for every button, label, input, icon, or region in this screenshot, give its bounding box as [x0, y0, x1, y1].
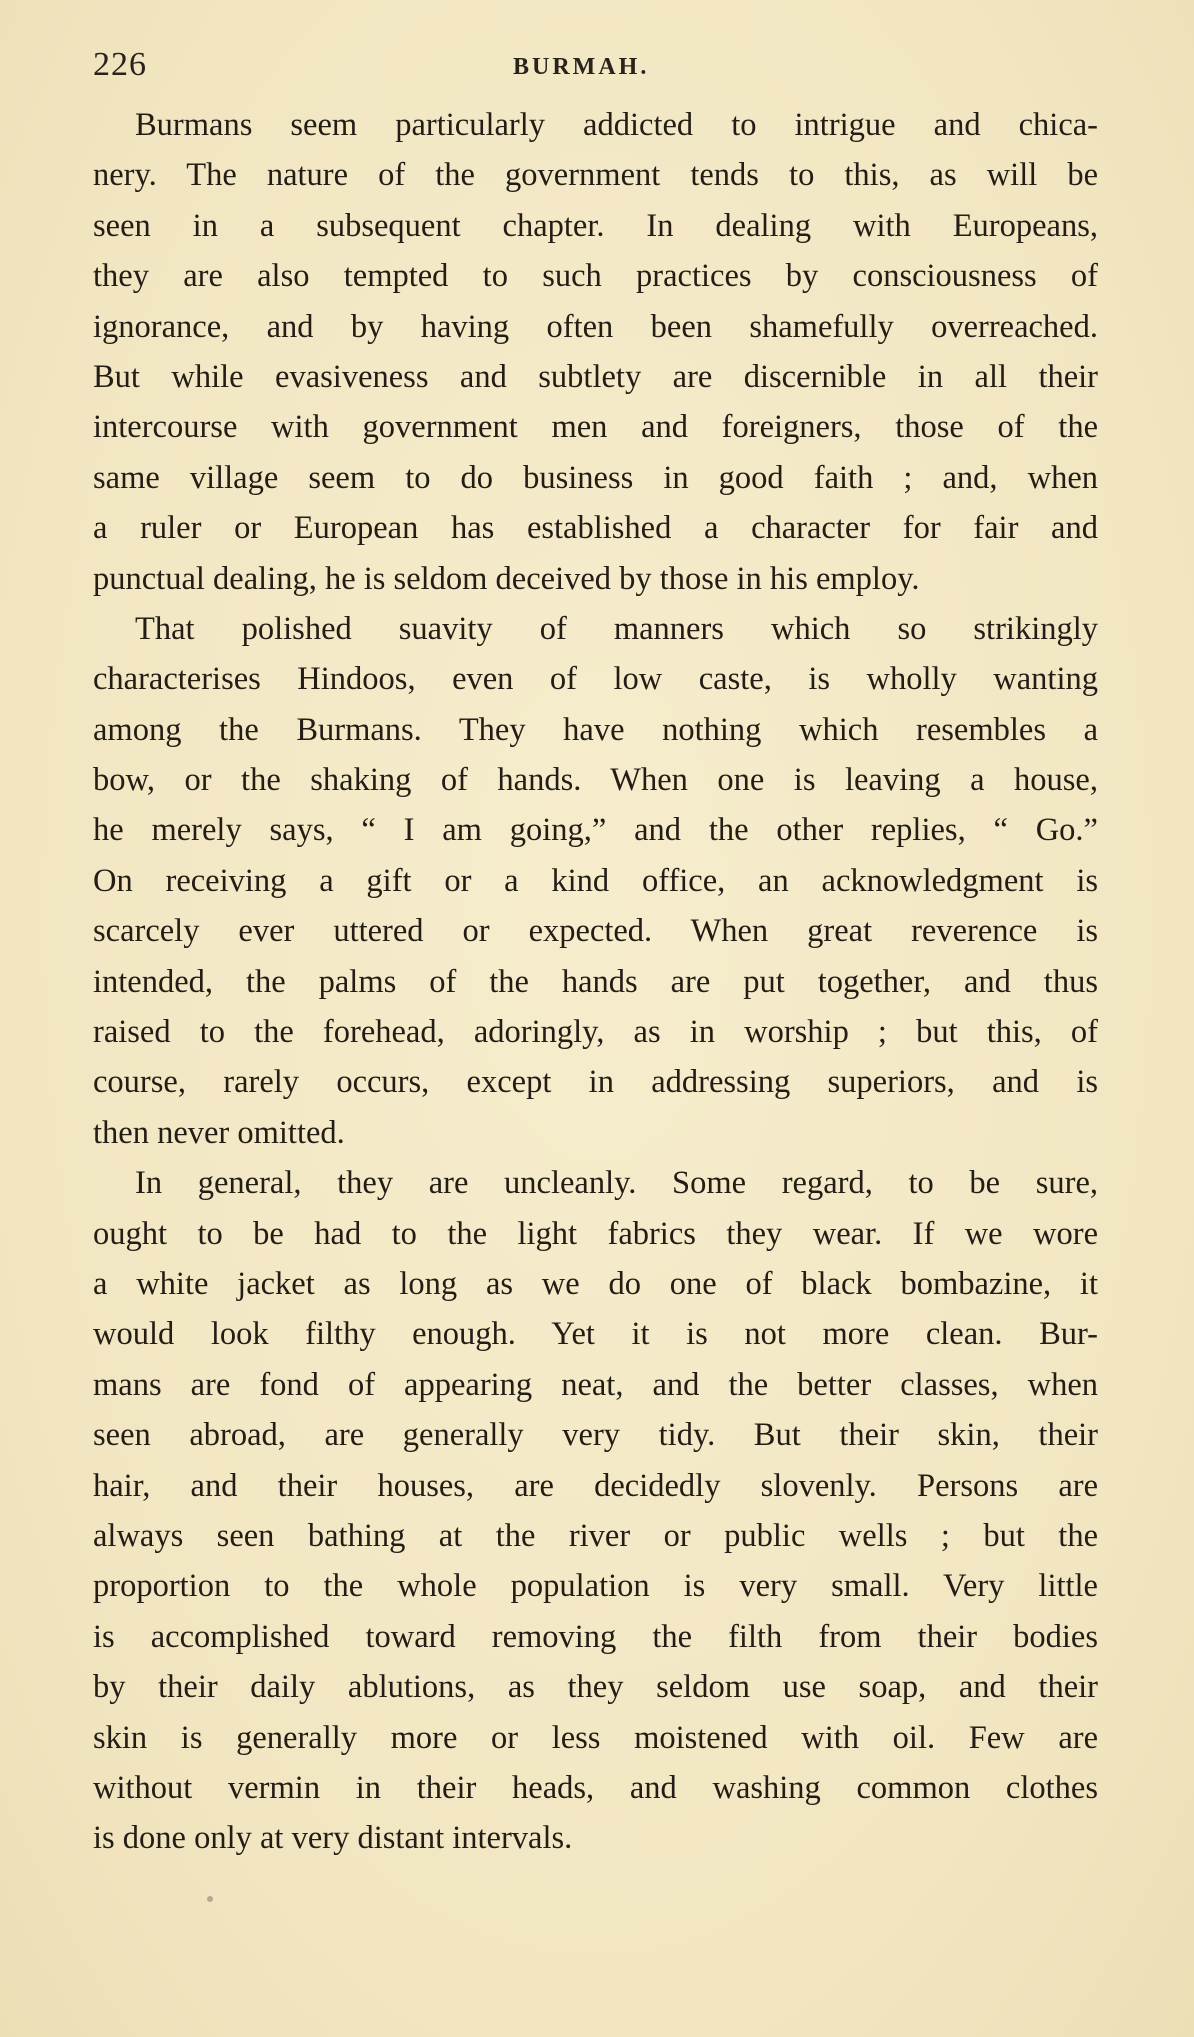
text-line: course, rarely occurs, except in addressing superiors, and is: [93, 1064, 1098, 1101]
text-line: That polished suavity of manners which so strikingly: [135, 610, 1098, 647]
page-number: 226: [93, 46, 147, 83]
text-line: then never omitted.: [93, 1114, 345, 1151]
text-line: same village seem to do business in good faith ; and, when: [93, 459, 1098, 496]
text-line: intended, the palms of the hands are put together, and thus: [93, 963, 1098, 1000]
text-line: Burmans seem particularly addicted to intrigue and chica-: [135, 107, 1098, 143]
text-line: ought to be had to the light fabrics they wear. If we wore: [93, 1215, 1098, 1252]
text-line: is accomplished toward removing the filth from their bodies: [93, 1618, 1098, 1655]
text-line: proportion to the whole population is very small. Very little: [93, 1568, 1098, 1605]
text-line: by their daily ablutions, as they seldom use soap, and their: [93, 1669, 1098, 1706]
text-line: is done only at very distant intervals.: [93, 1820, 573, 1857]
text-line: seen in a subsequent chapter. In dealing with Europeans,: [93, 207, 1098, 244]
text-line: scarcely ever uttered or expected. When great reverence is: [93, 913, 1098, 950]
text-line: punctual dealing, he is seldom deceived by those in his employ.: [93, 560, 920, 597]
text-line: raised to the forehead, adoringly, as in worship ; but this, of: [93, 1014, 1098, 1051]
text-line: a ruler or European has established a character for fair and: [93, 510, 1098, 547]
text-line: always seen bathing at the river or public wells ; but the: [93, 1517, 1098, 1554]
text-line: among the Burmans. They have nothing which resembles a: [93, 711, 1098, 748]
text-line: characterises Hindoos, even of low caste, is wholly wanting: [93, 661, 1098, 698]
text-line: bow, or the shaking of hands. When one is leaving a house,: [93, 762, 1098, 799]
body-text: [93, 100, 1098, 1864]
text-line: nery. The nature of the government tends to this, as will be: [93, 157, 1098, 194]
text-line: would look filthy enough. Yet it is not more clean. Bur-: [93, 1316, 1098, 1353]
text-line: intercourse with government men and foreigners, those of the: [93, 409, 1098, 446]
text-line: seen abroad, are generally very tidy. But their skin, their: [93, 1417, 1098, 1454]
page-header: [93, 46, 1093, 86]
text-line: skin is generally more or less moistened with oil. Few are: [93, 1719, 1098, 1756]
text-line: But while evasiveness and subtlety are discernible in all their: [93, 358, 1098, 395]
ink-speck: [207, 1896, 213, 1902]
text-line: he merely says, “ I am going,” and the other replies, “ Go.”: [93, 812, 1098, 849]
text-line: without vermin in their heads, and washing common clothes: [93, 1769, 1098, 1806]
text-line: a white jacket as long as we do one of black bombazine, it: [93, 1265, 1098, 1302]
text-line: they are also tempted to such practices by consciousness of: [93, 258, 1098, 295]
text-line: On receiving a gift or a kind office, an acknowledgment is: [93, 862, 1098, 899]
text-line: mans are fond of appearing neat, and the better classes, when: [93, 1366, 1098, 1403]
text-line: hair, and their houses, are decidedly slovenly. Persons are: [93, 1467, 1098, 1504]
running-head: BURMAH.: [513, 54, 650, 80]
text-line: ignorance, and by having often been shamefully overreached.: [93, 308, 1098, 345]
text-line: In general, they are uncleanly. Some regard, to be sure,: [135, 1165, 1098, 1202]
